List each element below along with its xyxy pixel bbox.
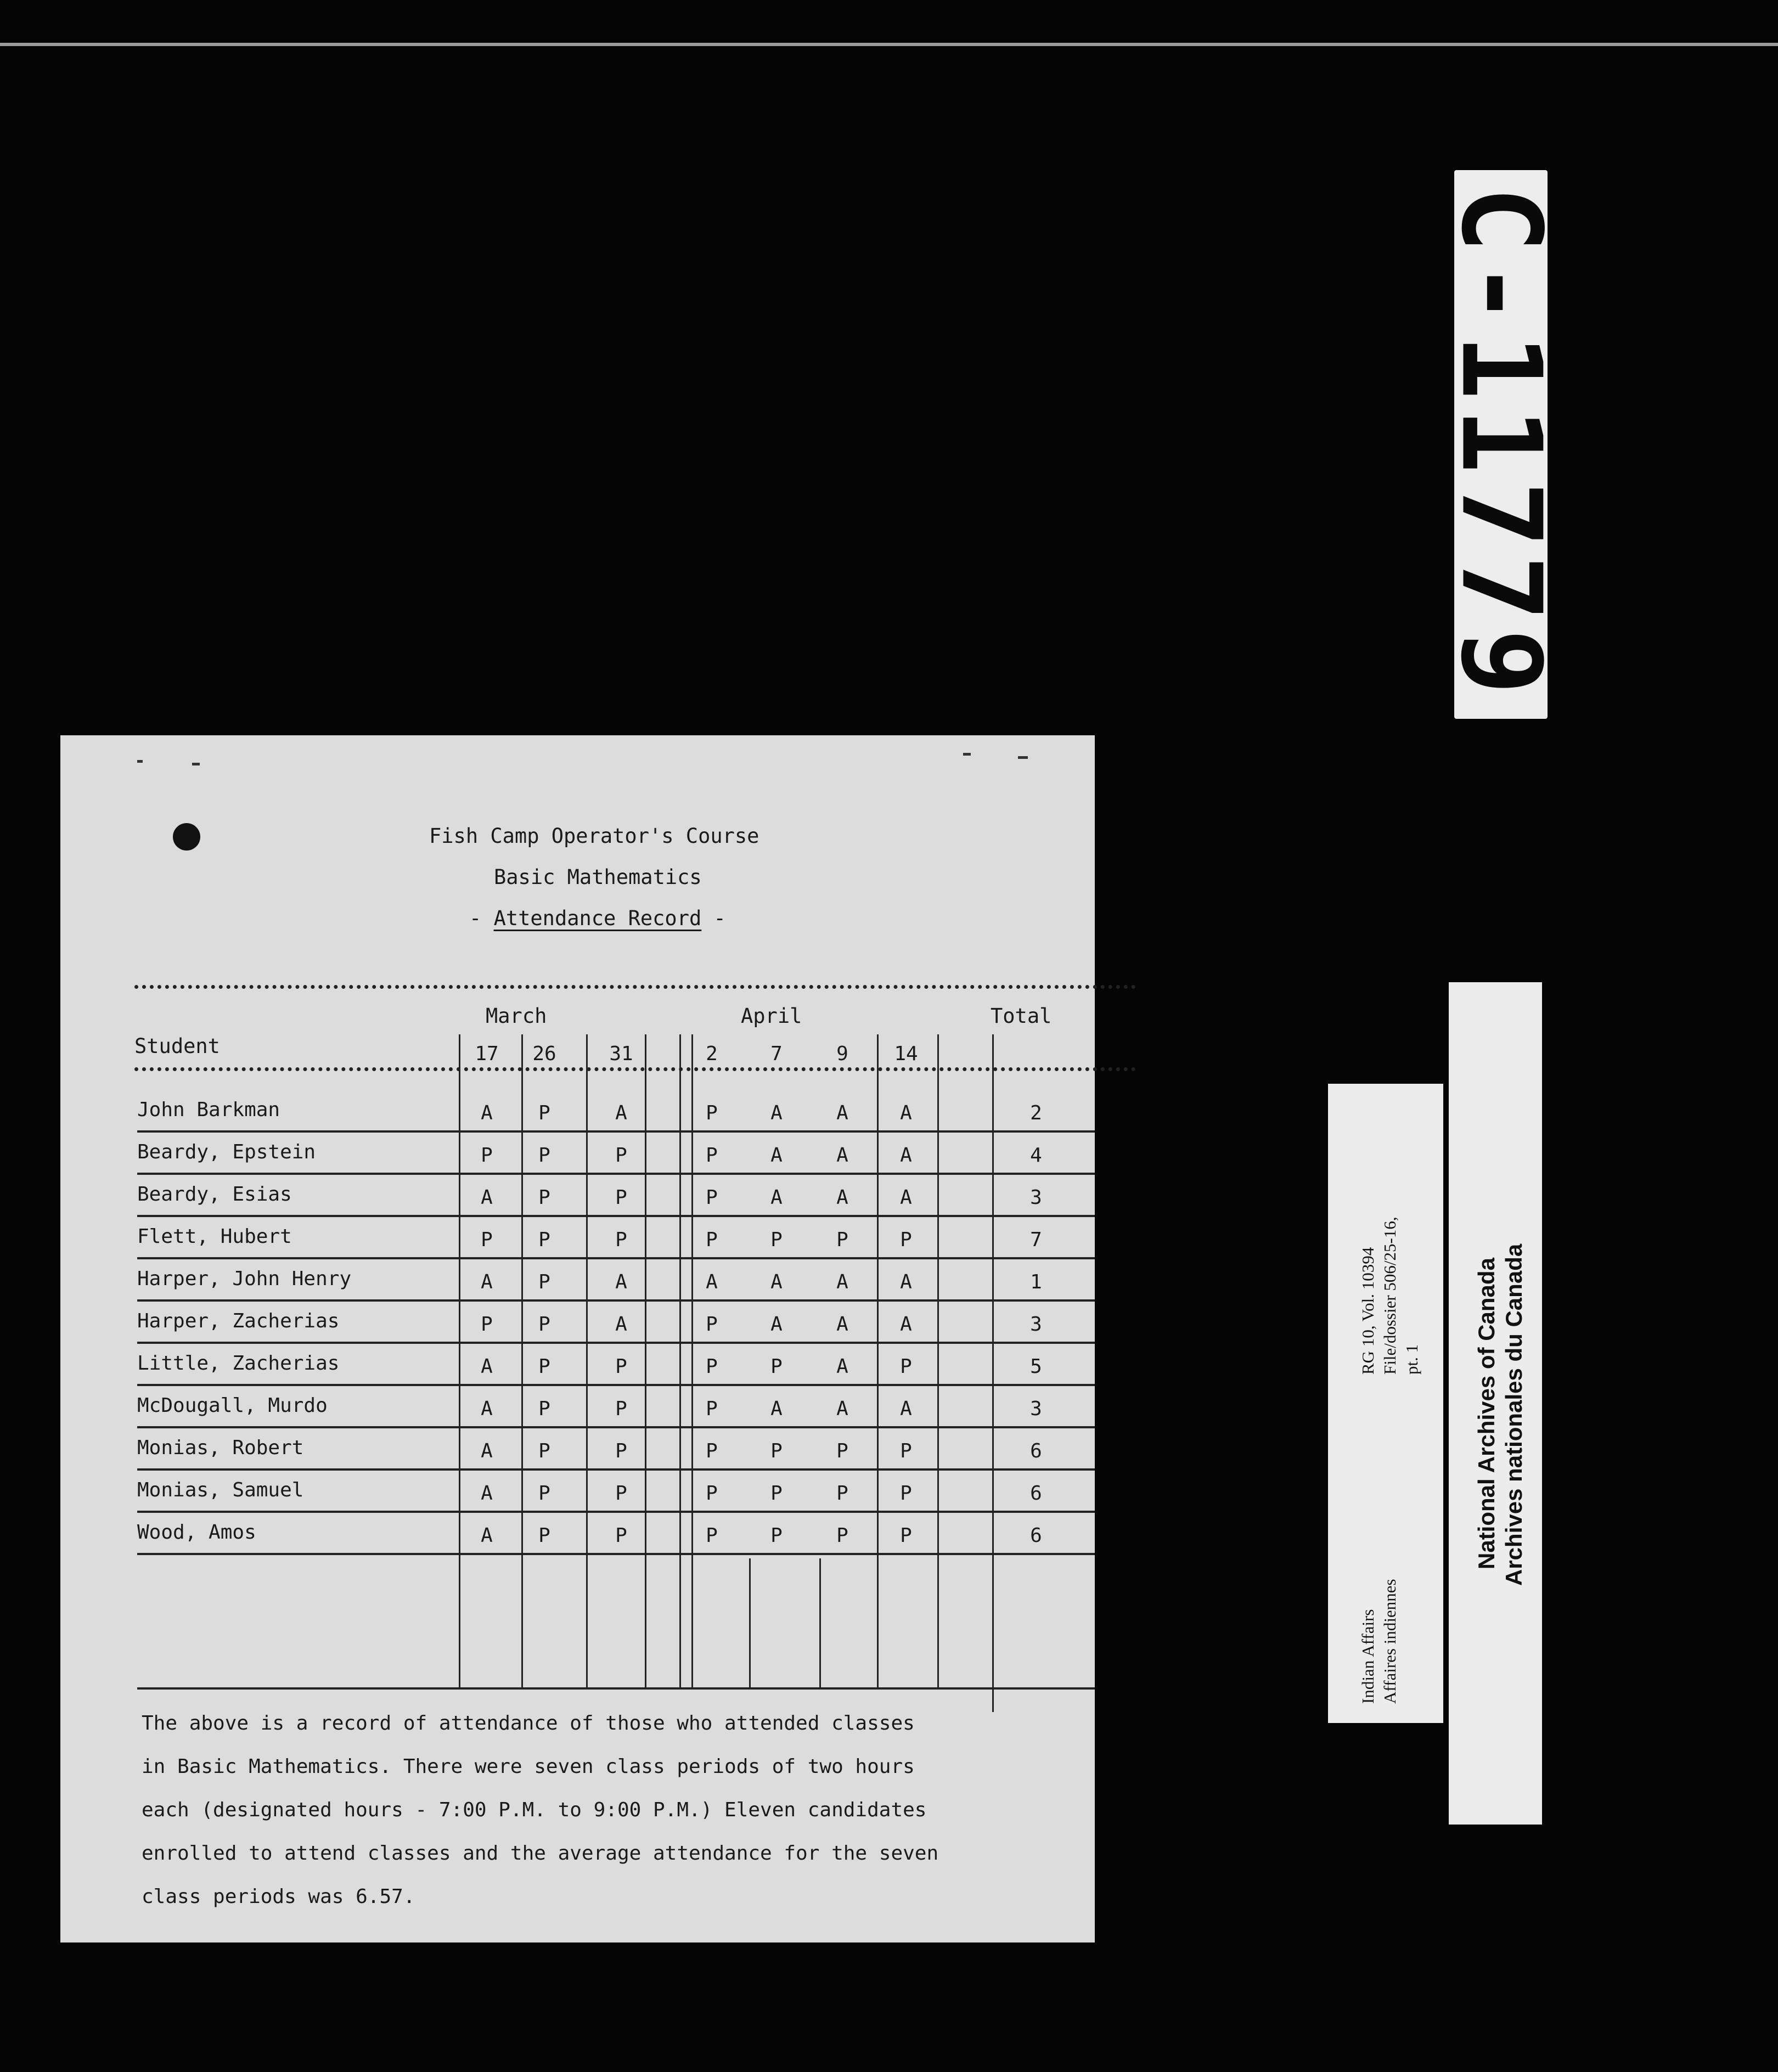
attendance-mark: A xyxy=(481,1524,493,1547)
attendance-mark: A xyxy=(615,1313,627,1336)
film-edge-line xyxy=(0,43,1778,46)
speck xyxy=(137,760,143,763)
attendance-mark: A xyxy=(836,1398,848,1420)
row-rule xyxy=(137,1426,1095,1428)
department-fr: Affaires indiennes xyxy=(1380,1579,1399,1704)
record-heading xyxy=(469,906,726,930)
row-rule xyxy=(137,1130,1095,1133)
attendance-mark: P xyxy=(706,1186,718,1209)
attendance-mark: P xyxy=(770,1355,783,1378)
part-ref: pt. 1 xyxy=(1402,1344,1421,1375)
attendance-mark: A xyxy=(770,1144,783,1167)
attendance-mark: P xyxy=(481,1144,493,1167)
attendance-total: 4 xyxy=(1030,1144,1042,1167)
document-title: Fish Camp Operator's Course xyxy=(429,824,759,848)
attendance-mark: P xyxy=(538,1524,550,1547)
attendance-mark: P xyxy=(900,1355,912,1378)
record-heading-text: Attendance Record xyxy=(493,906,702,930)
archive-name-fr: Archives nationales du Canada xyxy=(1501,1243,1527,1586)
attendance-mark: P xyxy=(615,1229,627,1251)
attendance-mark: P xyxy=(900,1482,912,1505)
date-header: 2 xyxy=(706,1043,718,1065)
attendance-mark: P xyxy=(538,1102,550,1124)
attendance-mark: P xyxy=(836,1440,848,1462)
column-rule xyxy=(992,1034,994,1712)
attendance-mark: P xyxy=(615,1398,627,1420)
attendance-mark: P xyxy=(538,1398,550,1420)
student-name: Harper, Zacherias xyxy=(137,1310,340,1332)
attendance-mark: P xyxy=(615,1440,627,1462)
month-march: March xyxy=(486,1004,547,1028)
row-rule xyxy=(137,1173,1095,1175)
dotted-rule xyxy=(134,1067,1136,1071)
attendance-mark: A xyxy=(836,1271,848,1293)
attendance-mark: A xyxy=(900,1144,912,1167)
row-rule xyxy=(137,1257,1095,1259)
student-name: Beardy, Esias xyxy=(137,1183,292,1206)
student-name: Monias, Samuel xyxy=(137,1479,304,1501)
attendance-mark: P xyxy=(615,1355,627,1378)
student-name: Harper, John Henry xyxy=(137,1268,352,1290)
student-name: John Barkman xyxy=(137,1099,280,1121)
attendance-mark: P xyxy=(538,1313,550,1336)
date-header: 17 xyxy=(475,1043,499,1065)
row-rule xyxy=(137,1511,1095,1513)
attendance-mark: P xyxy=(836,1229,848,1251)
summary-line: The above is a record of attendance of those who attended classes xyxy=(142,1712,915,1735)
attendance-total: 2 xyxy=(1030,1102,1042,1124)
attendance-mark: A xyxy=(836,1355,848,1378)
total-header: Total xyxy=(991,1004,1052,1028)
archive-name-label xyxy=(1449,982,1542,1825)
attendance-mark: P xyxy=(706,1524,718,1547)
dotted-rule xyxy=(134,985,1136,989)
attendance-mark: P xyxy=(615,1524,627,1547)
attendance-total: 5 xyxy=(1030,1355,1042,1378)
frame-number: C-11779 xyxy=(1437,186,1565,703)
attendance-mark: P xyxy=(770,1524,783,1547)
attendance-mark: A xyxy=(481,1271,493,1293)
date-header: 9 xyxy=(836,1043,848,1065)
date-header: 14 xyxy=(894,1043,918,1065)
date-header: 26 xyxy=(532,1043,556,1065)
attendance-mark: P xyxy=(706,1398,718,1420)
student-name: Monias, Robert xyxy=(137,1437,304,1459)
attendance-mark: A xyxy=(836,1186,848,1209)
row-rule xyxy=(137,1553,1095,1555)
attendance-mark: P xyxy=(706,1482,718,1505)
archive-reference-label xyxy=(1328,1084,1443,1723)
attendance-mark: P xyxy=(538,1440,550,1462)
student-header: Student xyxy=(134,1034,220,1058)
attendance-mark: A xyxy=(481,1482,493,1505)
attendance-total: 6 xyxy=(1030,1524,1042,1547)
attendance-mark: P xyxy=(770,1482,783,1505)
attendance-mark: P xyxy=(481,1229,493,1251)
attendance-mark: A xyxy=(900,1186,912,1209)
attendance-mark: A xyxy=(836,1144,848,1167)
speck xyxy=(963,753,971,756)
row-rule xyxy=(137,1299,1095,1302)
attendance-mark: A xyxy=(615,1102,627,1124)
attendance-mark: A xyxy=(900,1102,912,1124)
attendance-mark: A xyxy=(900,1271,912,1293)
attendance-mark: P xyxy=(538,1144,550,1167)
attendance-mark: P xyxy=(706,1440,718,1462)
record-heading-dash: - xyxy=(469,906,482,930)
attendance-mark: A xyxy=(481,1102,493,1124)
attendance-mark: A xyxy=(900,1313,912,1336)
summary-line: each (designated hours - 7:00 P.M. to 9:00 P.M.) Eleven candidates xyxy=(142,1799,927,1821)
speck xyxy=(192,763,200,765)
attendance-mark: A xyxy=(481,1355,493,1378)
student-name: Flett, Hubert xyxy=(137,1225,292,1248)
attendance-mark: P xyxy=(538,1186,550,1209)
date-header: 7 xyxy=(770,1043,783,1065)
attendance-mark: A xyxy=(706,1271,718,1293)
attendance-total: 1 xyxy=(1030,1271,1042,1293)
attendance-mark: P xyxy=(836,1524,848,1547)
speck xyxy=(1018,756,1028,759)
student-name: Little, Zacherias xyxy=(137,1352,340,1375)
record-heading-dash: - xyxy=(713,906,726,930)
archive-name-en: National Archives of Canada xyxy=(1473,1258,1499,1569)
attendance-mark: A xyxy=(481,1440,493,1462)
attendance-mark: A xyxy=(770,1313,783,1336)
attendance-mark: P xyxy=(481,1313,493,1336)
row-rule xyxy=(137,1342,1095,1344)
date-header: 31 xyxy=(609,1043,633,1065)
row-rule xyxy=(137,1468,1095,1471)
attendance-total: 3 xyxy=(1030,1313,1042,1336)
attendance-mark: P xyxy=(706,1355,718,1378)
row-rule xyxy=(137,1384,1095,1386)
attendance-total: 7 xyxy=(1030,1229,1042,1251)
attendance-mark: P xyxy=(706,1313,718,1336)
attendance-mark: P xyxy=(538,1271,550,1293)
attendance-mark: P xyxy=(900,1440,912,1462)
summary-line: class periods was 6.57. xyxy=(142,1885,415,1908)
attendance-mark: P xyxy=(706,1229,718,1251)
attendance-mark: A xyxy=(900,1398,912,1420)
attendance-mark: P xyxy=(836,1482,848,1505)
attendance-mark: P xyxy=(770,1229,783,1251)
column-rule xyxy=(819,1558,821,1687)
attendance-mark: A xyxy=(481,1186,493,1209)
attendance-mark: P xyxy=(615,1144,627,1167)
record-group-ref: RG 10, Vol. 10394 xyxy=(1358,1247,1377,1375)
attendance-total: 6 xyxy=(1030,1440,1042,1462)
attendance-total: 3 xyxy=(1030,1398,1042,1420)
attendance-mark: A xyxy=(770,1271,783,1293)
attendance-mark: P xyxy=(706,1144,718,1167)
document-sheet xyxy=(60,735,1095,1942)
file-ref: File/dossier 506/25-16, xyxy=(1380,1217,1399,1375)
attendance-mark: P xyxy=(615,1482,627,1505)
attendance-mark: A xyxy=(481,1398,493,1420)
attendance-mark: A xyxy=(770,1186,783,1209)
attendance-mark: P xyxy=(900,1524,912,1547)
department-en: Indian Affairs xyxy=(1358,1609,1377,1704)
attendance-mark: P xyxy=(770,1440,783,1462)
punch-hole xyxy=(173,823,200,851)
column-rule xyxy=(749,1558,751,1687)
attendance-mark: P xyxy=(538,1229,550,1251)
frame-number-strip xyxy=(1437,170,1565,719)
attendance-mark: A xyxy=(770,1102,783,1124)
attendance-mark: P xyxy=(538,1482,550,1505)
row-rule xyxy=(137,1215,1095,1217)
attendance-mark: A xyxy=(770,1398,783,1420)
attendance-mark: P xyxy=(615,1186,627,1209)
attendance-mark: P xyxy=(706,1102,718,1124)
document-subtitle: Basic Mathematics xyxy=(494,865,702,889)
month-april: April xyxy=(741,1004,802,1028)
attendance-total: 3 xyxy=(1030,1186,1042,1209)
attendance-mark: P xyxy=(900,1229,912,1251)
attendance-mark: P xyxy=(538,1355,550,1378)
summary-line: enrolled to attend classes and the average attendance for the seven xyxy=(142,1842,939,1865)
table-bottom-rule xyxy=(137,1687,1095,1690)
attendance-mark: A xyxy=(836,1102,848,1124)
attendance-mark: A xyxy=(615,1271,627,1293)
student-name: Wood, Amos xyxy=(137,1521,256,1544)
attendance-mark: A xyxy=(836,1313,848,1336)
student-name: McDougall, Murdo xyxy=(137,1394,328,1417)
summary-line: in Basic Mathematics. There were seven class periods of two hours xyxy=(142,1755,915,1778)
student-name: Beardy, Epstein xyxy=(137,1141,316,1163)
attendance-total: 6 xyxy=(1030,1482,1042,1505)
